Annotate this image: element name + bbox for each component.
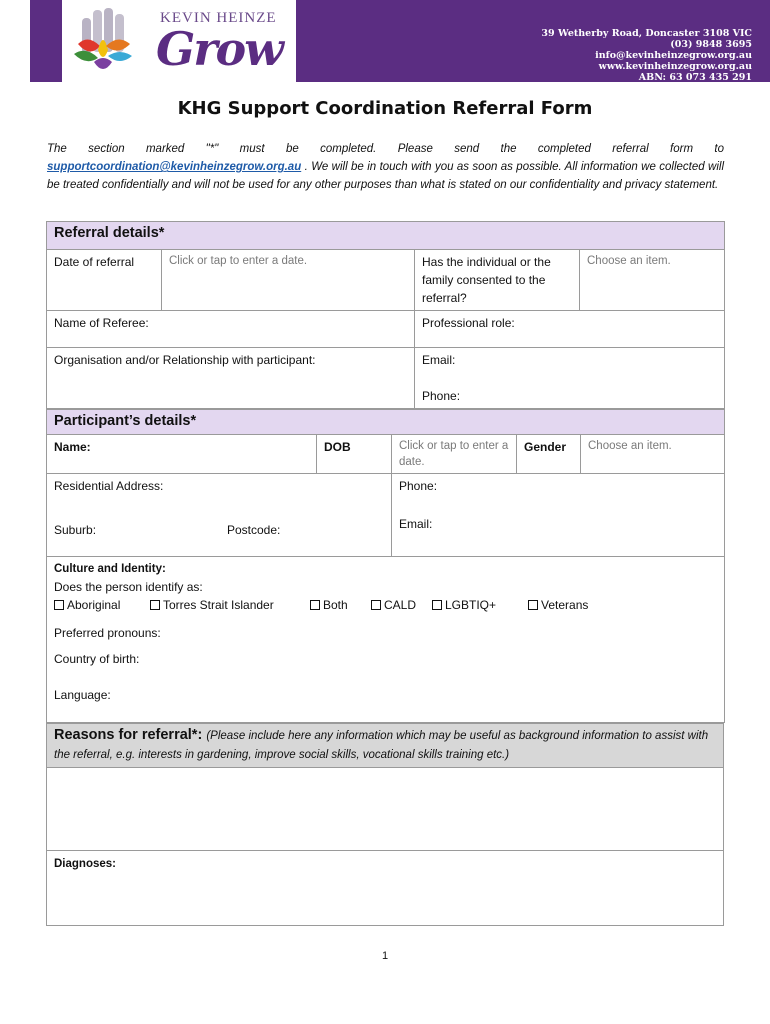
contact-phone: (03) 9848 3695	[670, 39, 752, 50]
dob-date-picker[interactable]: Click or tap to enter a date.	[392, 435, 517, 474]
referee-name-field[interactable]: Name of Referee:	[47, 311, 415, 348]
checkbox-icon	[54, 600, 64, 610]
checkbox-cald[interactable]	[371, 596, 416, 614]
checkbox-both[interactable]	[310, 596, 348, 614]
suburb-postcode-row	[54, 521, 384, 539]
checkbox-icon	[432, 600, 442, 610]
dob-label: DOB	[317, 435, 392, 474]
identity-options	[54, 596, 717, 616]
referee-email-field[interactable]: Email:	[422, 353, 456, 367]
address-cell	[47, 474, 392, 557]
reasons-text-area[interactable]	[47, 768, 724, 851]
culture-heading: Culture and Identity:	[54, 563, 166, 575]
reasons-note: (Please include here any information which may be useful as background information to assist with the referral, e.g. interests in gardening, improve social skills, vocational skills training etc.)	[54, 730, 709, 761]
organisation-field[interactable]: Organisation and/or Relationship with participant:	[47, 348, 415, 409]
reasons-heading-cell	[47, 724, 724, 768]
checkbox-aboriginal[interactable]	[54, 596, 120, 614]
gender-label: Gender	[517, 435, 581, 474]
checkbox-icon	[150, 600, 160, 610]
option-label: CALD	[384, 598, 417, 612]
option-label: Both	[323, 598, 348, 612]
logo-wordmark-top: KEVIN HEINZE	[160, 10, 277, 26]
date-of-referral-label: Date of referral	[47, 250, 162, 311]
pronouns-field[interactable]: Preferred pronouns:	[54, 626, 161, 640]
checkbox-icon	[310, 600, 320, 610]
referral-details-table	[46, 221, 725, 409]
professional-role-field[interactable]: Professional role:	[415, 311, 725, 348]
checkbox-icon	[371, 600, 381, 610]
page-title: KHG Support Coordination Referral Form	[177, 98, 593, 119]
referee-phone-field[interactable]: Phone:	[422, 389, 461, 403]
consent-label: Has the individual or the family consented to the referral?	[415, 250, 580, 311]
referee-contact-cell	[415, 348, 725, 409]
referral-form	[46, 221, 724, 926]
logo-wordmark-main: Grow	[156, 22, 282, 76]
diagnoses-label: Diagnoses:	[54, 858, 116, 870]
checkbox-torres-strait[interactable]	[150, 596, 274, 614]
contact-address: 39 Wetherby Road, Doncaster 3108 VIC	[541, 28, 752, 39]
reasons-table	[46, 723, 724, 926]
option-label: Veterans	[541, 598, 589, 612]
contact-abn: ABN: 63 073 435 291	[638, 72, 752, 83]
intro-paragraph	[47, 140, 724, 194]
participant-email-field[interactable]: Email:	[399, 517, 433, 531]
contact-website[interactable]: www.kevinheinzegrow.org.au	[598, 61, 752, 72]
participant-details-table	[46, 409, 725, 723]
participant-name-field[interactable]: Name:	[47, 435, 317, 474]
participant-details-heading: Participant’s details*	[47, 410, 725, 435]
identify-question: Does the person identify as:	[54, 580, 203, 594]
contact-email[interactable]: info@kevinheinzegrow.org.au	[595, 50, 752, 61]
diagnoses-field[interactable]	[47, 851, 724, 926]
country-of-birth-field[interactable]: Country of birth:	[54, 652, 140, 666]
option-label: LGBTIQ+	[445, 598, 497, 612]
reasons-heading: Reasons for referral*:	[54, 727, 203, 743]
culture-identity-cell	[47, 557, 725, 723]
intro-email-link[interactable]: supportcoordination@kevinheinzegrow.org.au	[47, 161, 302, 173]
gender-dropdown[interactable]: Choose an item.	[581, 435, 725, 474]
suburb-field[interactable]: Suburb:	[54, 523, 97, 537]
checkbox-lgbtiq[interactable]	[432, 596, 496, 614]
checkbox-veterans[interactable]	[528, 596, 588, 614]
hand-logo-icon	[72, 4, 134, 82]
postcode-field[interactable]: Postcode:	[227, 523, 281, 537]
intro-text-1: The section marked "*" must be completed. Please send the completed referral form to	[47, 143, 724, 155]
intro-text-2: . We will be in touch with you as soon as possible. All information we collected will be treated confidentially and will not be used for any other purposes than what is stated on our confidentiality and privacy statement.	[47, 161, 724, 191]
residential-address-field[interactable]: Residential Address:	[54, 479, 164, 493]
checkbox-icon	[528, 600, 538, 610]
date-of-referral-picker[interactable]: Click or tap to enter a date.	[162, 250, 415, 311]
participant-contact-cell	[392, 474, 725, 557]
participant-phone-field[interactable]: Phone:	[399, 479, 438, 493]
language-field[interactable]: Language:	[54, 688, 111, 702]
consent-dropdown[interactable]: Choose an item.	[580, 250, 725, 311]
contact-block	[541, 28, 752, 83]
page-number: 1	[381, 950, 389, 962]
option-label: Torres Strait Islander	[163, 598, 274, 612]
logo	[62, 0, 296, 87]
referral-details-heading: Referral details*	[47, 222, 725, 250]
option-label: Aboriginal	[67, 598, 121, 612]
